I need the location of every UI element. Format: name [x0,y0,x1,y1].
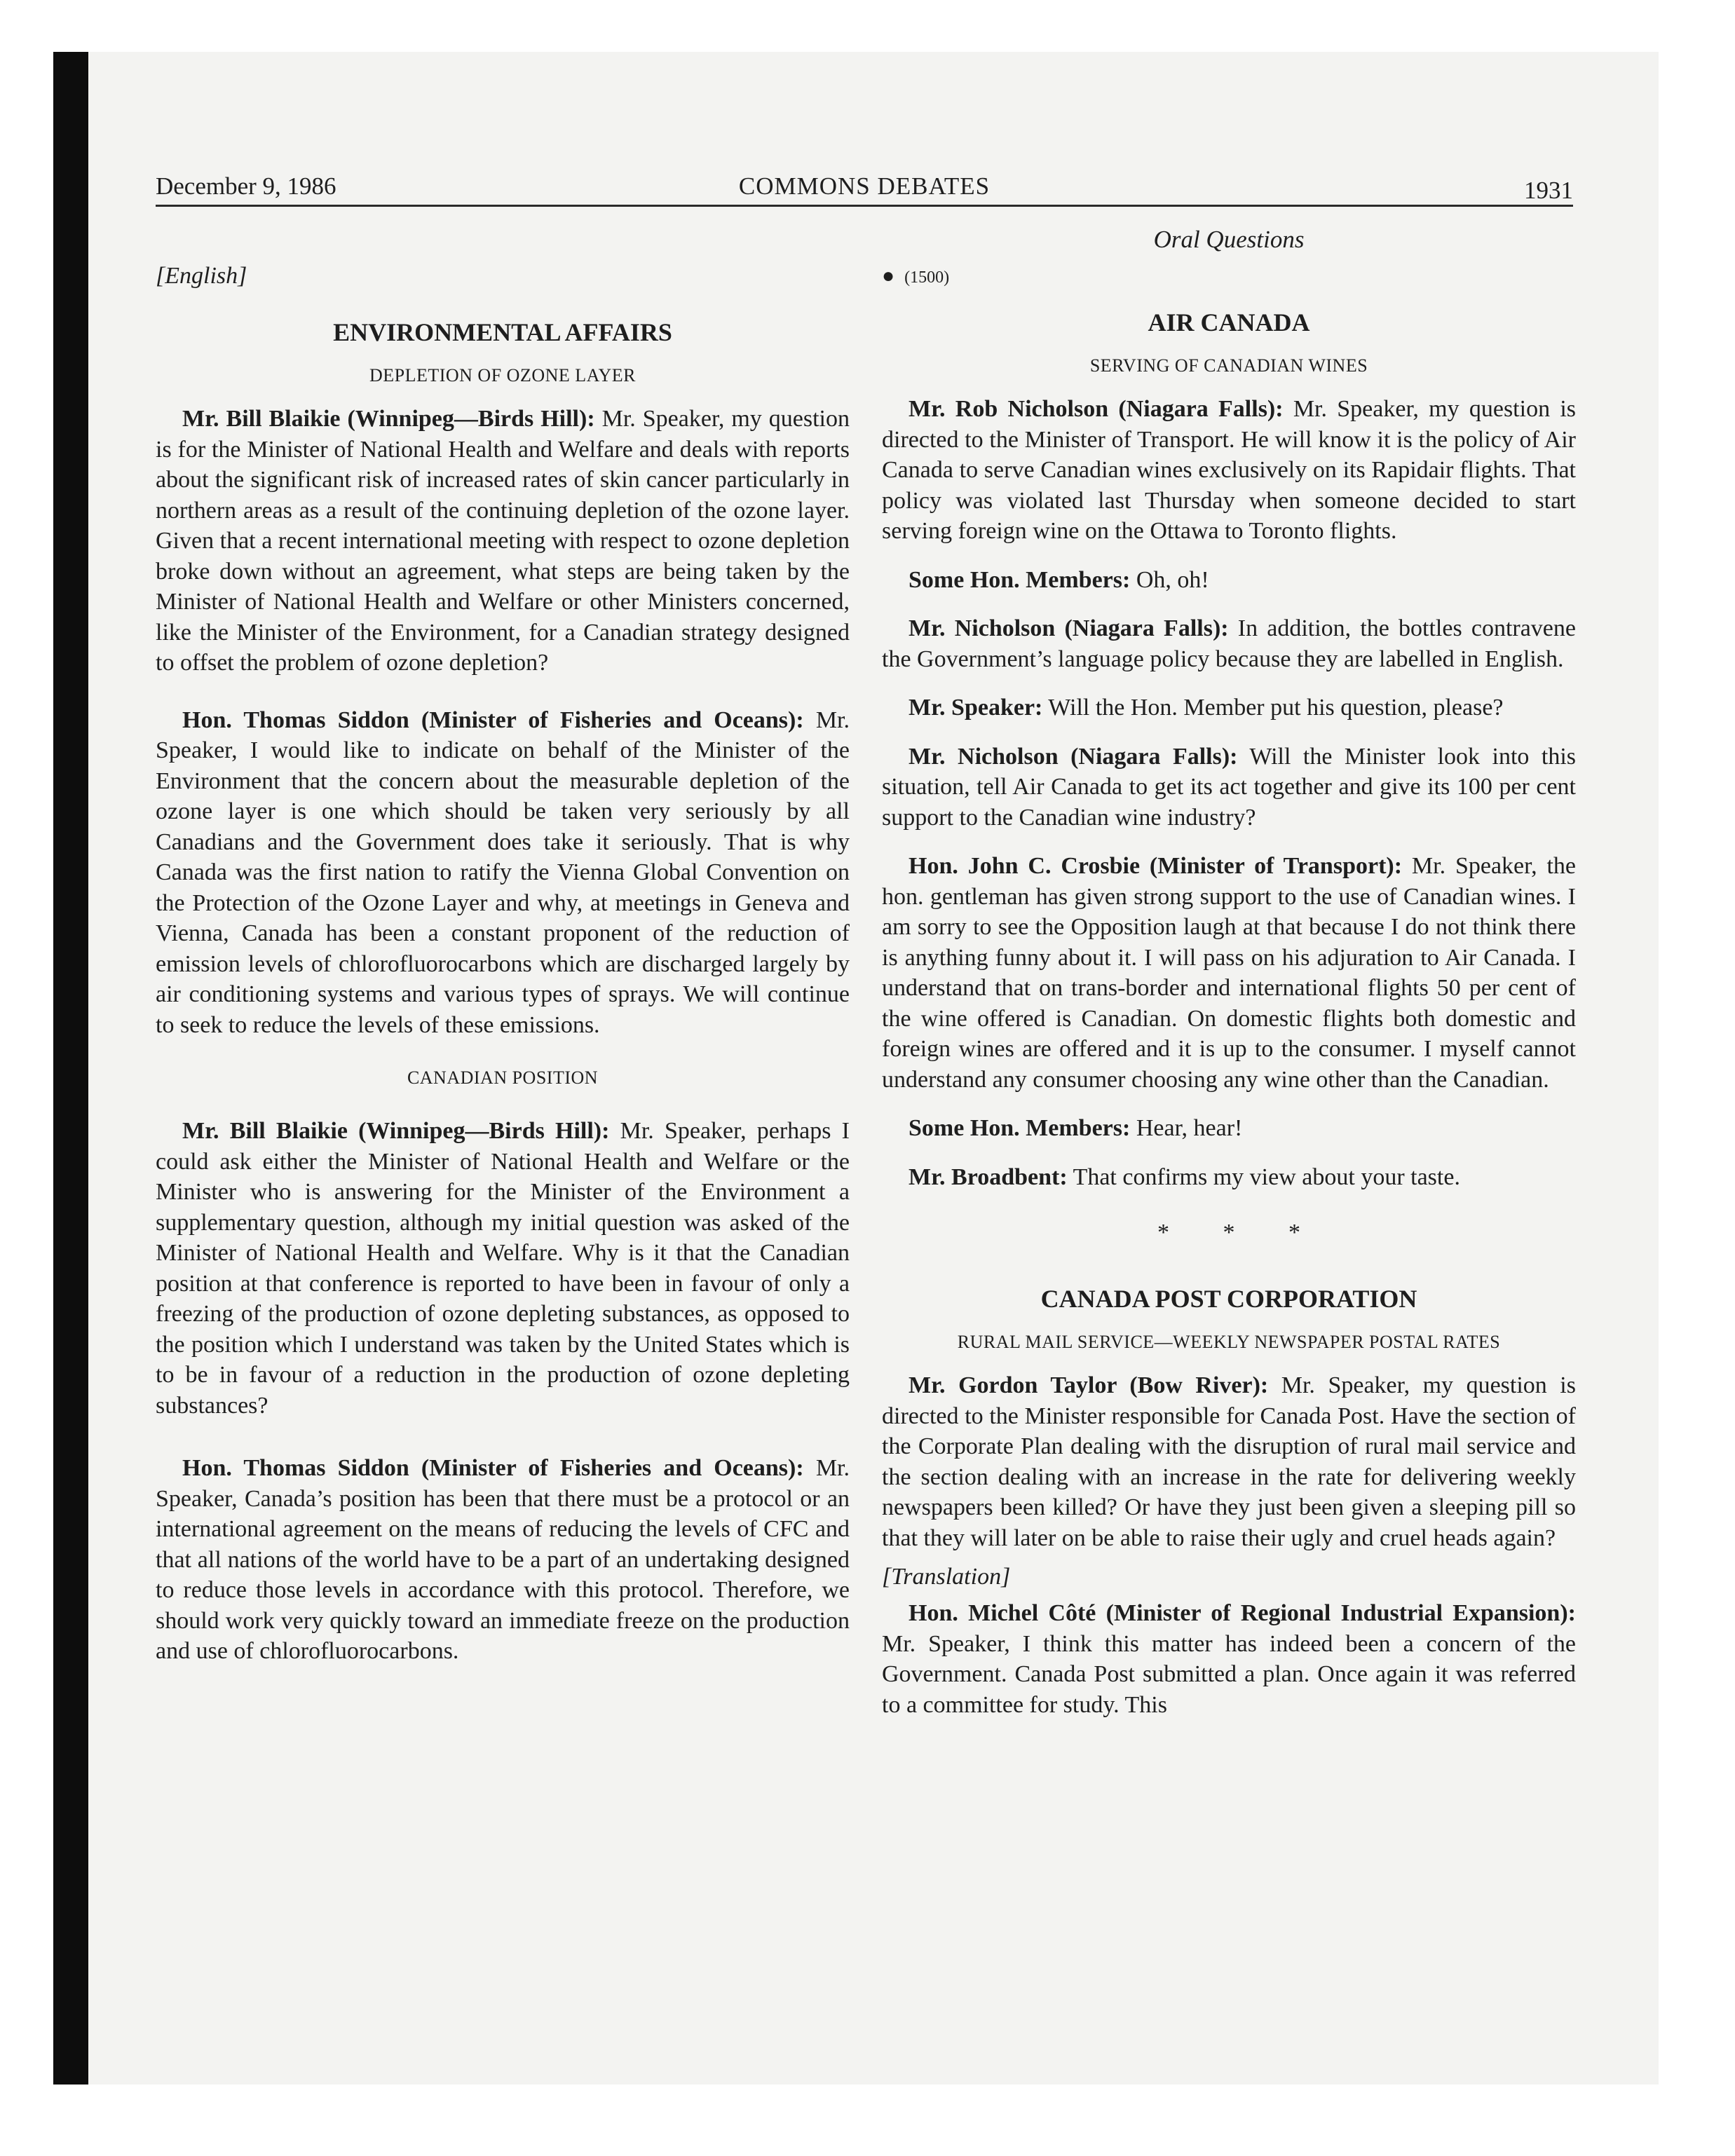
speaker-name: Mr. Bill Blaikie (Winnipeg—Birds Hill): [182,406,595,432]
speaker-name: Mr. Nicholson (Niagara Falls): [909,615,1229,641]
subtopic-rural-mail: RURAL MAIL SERVICE—WEEKLY NEWSPAPER POSTAL RATES [957,1332,1501,1352]
subject-heading-air-canada: AIR CANADA [1148,308,1310,336]
speech-text: That confirms my view about your taste. [1067,1164,1460,1190]
speech-nicholson-2 [882,613,1576,674]
speech-text: Mr. Speaker, my question is directed to the Minister of Transport. He will know it is the policy of Air Canada to serve Canadian wines exclusively on its Rapidair flights. That policy was violated last Thursday when someone decided to start serving foreign wine on the Ottawa to Toronto flights. [882,396,1576,544]
interjection-members-1 [882,565,1576,596]
speaker-name: Mr. Nicholson (Niagara Falls): [909,743,1238,770]
speaker-name: Hon. Thomas Siddon (Minister of Fisheries and Oceans): [182,1455,804,1481]
speech-nicholson-3 [882,742,1576,833]
speaker-name: Some Hon. Members: [909,566,1131,593]
interjection-members-2 [882,1113,1576,1144]
right-column [882,224,1576,1720]
speech-text: Oh, oh! [1130,566,1209,593]
speaker-name: Hon. Thomas Siddon (Minister of Fisheries and Oceans): [182,707,804,733]
speech-text: Will the Minister look into this situation, tell Air Canada to get its act together and give its 100 per cent support to the Canadian wine industry? [882,743,1576,831]
page-number: 1931 [1524,177,1573,204]
speaker-name: Mr. Bill Blaikie (Winnipeg—Birds Hill): [182,1118,610,1144]
speech-text: Mr. Speaker, the hon. gentleman has given strong support to the use of Canadian wines. I am sorry to see the Opposition laugh at that because I do not think there is anything funny about it. I will pass on his adjuration to Air Canada. I understand that on trans-border and international flights 50 per cent of the wine offered is Canadian. On domestic flights both domestic and foreign wines are offered and it is up to the consumer. I myself cannot understand any consumer choosing any wine other than the Canadian. [882,853,1576,1093]
speaker-name: Mr. Rob Nicholson (Niagara Falls): [909,396,1284,422]
left-column [156,224,850,1667]
speech-text: Mr. Speaker, my question is for the Minister of National Health and Welfare and deals with reports about the significant risk of increased rates of skin cancer particularly in northern areas as a result of the continuing depletion of the ozone layer. Given that a recent international meeting with respect to ozone depletion broke down without an agreement, what steps are being taken by the Minister of National Health and Welfare or other Ministers concerned, like the Minister of the Environment, for a Canadian strategy designed to offset the problem of ozone depletion? [156,406,850,676]
language-tag-translation: [Translation] [882,1564,1011,1590]
bullet-icon: ● [882,264,895,287]
speech-text: Hear, hear! [1130,1115,1243,1141]
speech-text: Mr. Speaker, perhaps I could ask either the Minister of National Health and Welfare or the Minister who is answering for the Minister of the Environment a supplementary question, although my initial question was asked of the Minister of National Health and Welfare. Why is it that the Canadian position at that conference is reported to have been in favour of only a freezing of the production of ozone depleting substances, as opposed to the position which I understand was taken by the United States which is to be in favour of a reduction in the production of ozone depleting substances? [156,1118,850,1419]
subtopic-canadian-position: CANADIAN POSITION [407,1067,599,1088]
speaker-name: Mr. Broadbent: [909,1164,1068,1190]
running-header [156,167,1573,206]
speech-text: Mr. Speaker, I think this matter has indeed been a concern of the Government. Canada Post submitted a plan. Once again it was referred to a committee for study. This [882,1630,1576,1718]
speech-text: Mr. Speaker, I would like to indicate on behalf of the Minister of the Environment that the concern about the measurable depletion of the ozone layer is one which should be taken very seriously by all Canadians and the Government does take it seriously. That is why Canada was the first nation to ratify the Vienna Global Convention on the Protection of the Ozone Layer and why, at meetings in Geneva and Vienna, Canada has been a constant proponent of the reduction of emission levels of chlorofluorocarbons which are discharged largely by air conditioning systems and various types of sprays. We will continue to seek to reduce the levels of these emissions. [156,707,850,1038]
time-marker-text: (1500) [904,268,950,287]
section-title-oral-questions: Oral Questions [1153,226,1305,253]
speech-speaker [882,692,1576,723]
time-marker [882,262,1576,292]
speech-crosbie [882,851,1576,1095]
subject-heading-environmental-affairs: ENVIRONMENTAL AFFAIRS [333,318,672,346]
speaker-name: Some Hon. Members: [909,1115,1131,1141]
language-tag-english: [English] [156,263,247,289]
speech-text: Mr. Speaker, my question is directed to the Minister responsible for Canada Post. Have the section of the Corporate Plan dealing with the disruption of rural mail service and the section dealing with an increase in the rate for delivering weekly newspapers been killed? Or have they just been given a sleeping pill so that they will later on be able to raise their ugly and cruel heads again? [882,1372,1576,1551]
speaker-name: Hon. John C. Crosbie (Minister of Transport): [909,853,1403,879]
header-journal-title: COMMONS DEBATES [738,172,991,200]
speech-cote [882,1598,1576,1720]
speech-nicholson-1 [882,394,1576,547]
subtopic-ozone-depletion: DEPLETION OF OZONE LAYER [369,365,637,386]
speech-taylor [882,1370,1576,1553]
section-separator: * * * [1157,1220,1324,1246]
speech-text: Mr. Speaker, Canada’s position has been that there must be a protocol or an international agreement on the means of reducing the levels of CFC and that all nations of the world have to be a part of an undertaking designed to reduce those levels in accordance with this protocol. Therefore, we should work very quickly toward an immediate freeze on the production and use of chlorofluorocarbons. [156,1455,850,1664]
speech-text: Will the Hon. Member put his question, please? [1042,695,1504,721]
speech-blaikie-1 [156,404,850,678]
speech-siddon-2 [156,1453,850,1667]
speaker-name: Mr. Speaker: [909,695,1043,721]
speech-text: In addition, the bottles contravene the Government’s language policy because they are labelled in English. [882,615,1576,672]
header-date: December 9, 1986 [156,172,336,200]
header-rule [156,205,1573,207]
binding-edge [53,52,88,2085]
speech-siddon-1 [156,705,850,1041]
subtopic-canadian-wines: SERVING OF CANADIAN WINES [1089,355,1368,376]
subject-heading-canada-post: CANADA POST CORPORATION [1040,1285,1417,1313]
speaker-name: Mr. Gordon Taylor (Bow River): [909,1372,1269,1398]
speech-broadbent [882,1162,1576,1193]
speech-blaikie-2 [156,1116,850,1421]
speaker-name: Hon. Michel Côté (Minister of Regional Industrial Expansion): [909,1600,1576,1626]
